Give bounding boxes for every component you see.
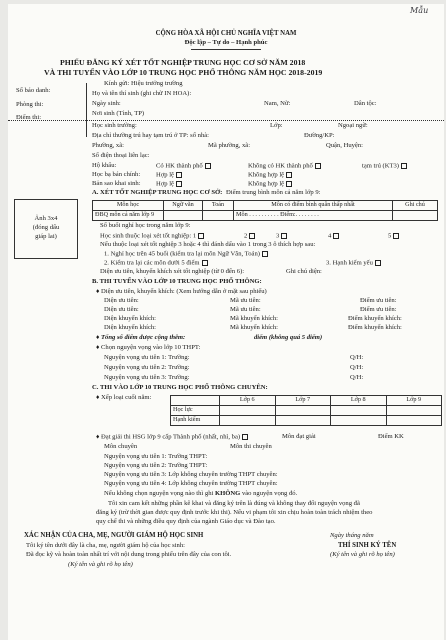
republic-heading: CỘNG HÒA XÃ HỘI CHỦ NGHĨA VIỆT NAM [155, 30, 297, 37]
checkbox[interactable] [401, 163, 407, 169]
household-option-noncity[interactable]: Không có HK thành phố [248, 163, 321, 170]
award-subject-field[interactable]: Môn đạt giải [282, 433, 316, 440]
priority-graduation-field[interactable]: Diện ưu tiên, khuyến khích xét tốt nghiệp (từ 0 đến 6): [100, 268, 245, 275]
graduation-type-2[interactable]: 2 [244, 233, 255, 240]
absent-days-field[interactable]: Số buổi nghỉ học trong năm lớp 9: [100, 222, 191, 229]
specialty-choice-4[interactable]: Nguyện vọng ưu tiên 4: Lớp không chuyên trường THPT chuyên: [104, 480, 278, 487]
checkbox[interactable] [176, 172, 182, 178]
ethnicity-field[interactable]: Dân tộc: [354, 100, 377, 107]
gender-field[interactable]: Nam, Nữ: [264, 100, 291, 107]
info-separator [8, 120, 444, 121]
photo-placeholder: Ảnh 3x4 (đóng dấu giáp lai) [14, 199, 78, 259]
checkbox[interactable] [333, 233, 339, 239]
motto-underline [191, 49, 261, 50]
checkbox[interactable] [281, 233, 287, 239]
birthplace-field[interactable]: Nơi sinh (Tỉnh, TP) [92, 110, 145, 117]
priority-code-2[interactable]: Mã ưu tiên: [230, 306, 261, 313]
motto: Độc lập – Tự do – Hạnh phúc [184, 39, 268, 46]
table-header: Ngữ văn [164, 201, 203, 211]
ward-field[interactable]: Phường, xã: [92, 142, 124, 149]
checkbox[interactable] [242, 434, 248, 440]
table-header: Môn học [93, 201, 164, 211]
priority-score-1[interactable]: Điểm ưu tiên: [360, 297, 397, 304]
table-header: Lớp 9 [386, 396, 442, 406]
incentive-code-2[interactable]: Mã khuyến khích: [230, 324, 278, 331]
transcript-valid[interactable]: Hợp lệ [156, 172, 182, 179]
math-score-cell[interactable] [203, 211, 234, 221]
address-field[interactable]: Địa chỉ thường trú hay tạm trú ở TP: số nhà: [92, 132, 210, 139]
section-a-subtitle: Điểm trung bình môn cả năm lớp 9: [226, 189, 321, 196]
table-cell[interactable] [275, 406, 331, 416]
checkbox[interactable] [249, 233, 255, 239]
bonus-total-label: ♦ Tổng số điểm được cộng thêm: [96, 334, 186, 341]
incentive-code-1[interactable]: Mã khuyến khích: [230, 315, 278, 322]
table-header: Môn có điểm bình quân thấp nhất [234, 201, 393, 211]
checkbox[interactable] [176, 181, 182, 187]
birth-cert-valid[interactable]: Hợp lệ [156, 181, 182, 188]
class-field[interactable]: Lớp: [270, 122, 283, 129]
checkbox[interactable] [286, 181, 292, 187]
form-title-line2: VÀ THI TUYỂN VÀO LỚP 10 TRUNG HỌC PHỔ THÔNG NĂM HỌC 2018-2019 [44, 68, 323, 77]
graduation-type-5[interactable]: 5 [388, 233, 399, 240]
priority-score-2[interactable]: Điểm ưu tiên: [360, 306, 397, 313]
ward-code-field[interactable]: Mã phường, xã: [208, 142, 251, 149]
table-header: Toán [203, 201, 234, 211]
priority-field-1[interactable]: Diện ưu tiên: [104, 297, 139, 304]
table-header: Ghi chú [393, 201, 438, 211]
transcript-label: Học bạ bán chính: [92, 171, 141, 178]
section-a-title: A. XÉT TỐT NGHIỆP TRUNG HỌC CƠ SỞ: [92, 189, 223, 196]
specialty-subject-field[interactable]: Môn chuyên [104, 443, 138, 450]
commitment-line-3: quy chế thi và những điều quy định của ngành Giáo dục và Đào tạo. [96, 518, 276, 525]
registration-form [8, 4, 444, 640]
table-cell: ĐBQ môn cả năm lớp 9 [93, 211, 164, 221]
phone-field[interactable]: Số điện thoại liên lạc: [92, 152, 150, 159]
reason-retest[interactable]: 2. Kiểm tra lại các môn dưới 5 điểm [104, 260, 208, 267]
specialty-exam-field[interactable]: Môn thi chuyên [230, 443, 272, 450]
no-choice-note: Nếu không chọn nguyện vọng nào thì ghi KHÔNG vào nguyện vọng đó. [104, 490, 298, 497]
incentive-field-2[interactable]: Diện khuyến khích: [104, 324, 157, 331]
choice-3-school[interactable]: Nguyện vọng ưu tiên 3: Trường: [104, 374, 190, 381]
table-header: Lớp 6 [220, 396, 276, 406]
exam-site-label: Điểm thi: [16, 114, 42, 121]
table-cell[interactable] [275, 416, 331, 426]
birthdate-field[interactable]: Ngày sinh: [92, 100, 121, 107]
form-sample-label: Mẫu [410, 6, 429, 15]
student-sign-title: THÍ SINH KÝ TÊN [338, 542, 397, 549]
incentive-score-2[interactable]: Điểm khuyến khích: [348, 324, 402, 331]
choice-2-school[interactable]: Nguyện vọng ưu tiên 2: Trường: [104, 364, 190, 371]
priority-heading: ♦ Diện ưu tiên, khuyến khích: (Xem hướng dẫn ở mặt sau phiếu) [96, 288, 267, 295]
checkbox[interactable] [315, 163, 321, 169]
table-cell[interactable] [386, 406, 442, 416]
graduation-type-label: Học sinh thuộc loại xét tốt nghiệp: 1 [100, 233, 204, 240]
household-label: Hộ khẩu: [92, 162, 117, 169]
table-cell[interactable] [220, 416, 276, 426]
year-rank-label: ♦ Xếp loại cuối năm: [96, 394, 152, 401]
table-cell [171, 396, 220, 406]
grades-table [92, 200, 438, 221]
specialty-choice-3[interactable]: Nguyện vọng ưu tiên 3: Lớp không chuyên trường THPT chuyên: [104, 471, 278, 478]
checkbox[interactable] [198, 233, 204, 239]
lowest-subject-cell[interactable]: Môn . . . . . . . . . . Điểm:. . . . . . . . [234, 211, 393, 221]
guardian-line-2: Đã đọc kỹ và hoàn toàn nhất trí với nội dung trong phiếu trên đây của con tôi. [26, 551, 232, 558]
priority-field-2[interactable]: Diện ưu tiên: [104, 306, 139, 313]
literature-score-cell[interactable] [164, 211, 203, 221]
student-signature-area[interactable] [308, 564, 438, 624]
table-header: Lớp 8 [331, 396, 387, 406]
incentive-score-1[interactable]: Điểm khuyến khích: [348, 315, 402, 322]
choice-1-district[interactable]: Q/H: [350, 354, 364, 361]
choice-3-district[interactable]: Q/H: [350, 374, 364, 381]
household-option-city[interactable]: Có HK thành phố [156, 163, 211, 170]
date-line[interactable]: Ngày tháng năm [330, 532, 374, 539]
table-row-label: Hạnh kiểm [171, 416, 220, 426]
exam-room-label: Phòng thi: [16, 101, 44, 108]
section-c-title: C. THI VÀO LỚP 10 TRUNG HỌC PHỔ THÔNG CHUYÊN: [92, 384, 268, 391]
checkbox[interactable] [202, 260, 208, 266]
table-cell[interactable] [220, 406, 276, 416]
table-cell[interactable] [331, 406, 387, 416]
reason-conduct[interactable]: 3. Hạnh kiểm yếu [326, 260, 381, 267]
addressee: Kính gửi: Hiệu trưởng trường [104, 80, 183, 87]
bonus-total-note: điểm (không quá 5 điểm) [254, 334, 323, 341]
note-cell[interactable] [393, 211, 438, 221]
ranking-table [170, 395, 442, 426]
header-divider [86, 83, 87, 137]
graduation-type-3[interactable]: 3 [276, 233, 287, 240]
table-cell[interactable] [386, 416, 442, 426]
birth-cert-label: Bản sao khai sinh: [92, 180, 141, 187]
reason-absent[interactable]: 1. Nghỉ học trên 45 buổi (kiểm tra lại môn Ngữ Văn, Toán) [104, 251, 268, 258]
form-title-line1: PHIẾU ĐĂNG KÝ XÉT TỐT NGHIỆP TRUNG HỌC CƠ SỞ NĂM 2018 [60, 58, 306, 67]
household-option-temporary[interactable]: tạm trú (KT3) [362, 163, 407, 170]
guardian-title: XÁC NHẬN CỦA CHA, MẸ, NGƯỜI GIÁM HỘ HỌC SINH [24, 532, 204, 539]
exam-number-label: Số báo danh: [16, 87, 51, 94]
district-field[interactable]: Quận, Huyện: [326, 142, 363, 149]
guardian-sign-note: (Ký tên và ghi rõ họ tên) [68, 561, 133, 568]
commitment-line-1: Tôi xin cam kết những phần kê khai và đăng ký trên là đúng và không thay đổi nguyện vọng đã [108, 500, 360, 507]
checkbox[interactable] [393, 233, 399, 239]
checkbox[interactable] [375, 260, 381, 266]
table-row-label: Học lực [171, 406, 220, 416]
guardian-line-1: Tôi ký tên dưới đây là cha, mẹ, người giám hộ của học sinh: [26, 542, 185, 549]
school-field[interactable]: Học sinh trường: [92, 122, 137, 129]
award-field[interactable]: ♦ Đạt giải thi HSG lớp 9 cấp Thành phố (nhất, nhì, ba) [96, 434, 248, 441]
street-field[interactable]: Đường/KP: [304, 132, 335, 139]
checkbox[interactable] [205, 163, 211, 169]
transcript-invalid[interactable]: Không hợp lệ [248, 172, 292, 179]
choice-1-school[interactable]: Nguyện vọng ưu tiên 1: Trường: [104, 354, 190, 361]
commitment-line-2: đăng ký (trừ thời gian được quy định trước khi thi). Nếu vi phạm tôi xin chịu hoàn toàn trách nhiệm theo [96, 509, 373, 516]
specialty-choice-2[interactable]: Nguyện vọng ưu tiên 2: Trường THPT: [104, 462, 208, 469]
incentive-field-1[interactable]: Diện khuyến khích: [104, 315, 157, 322]
specialty-choice-1[interactable]: Nguyện vọng ưu tiên 1: Trường THPT: [104, 453, 208, 460]
choice-2-district[interactable]: Q/H: [350, 364, 364, 371]
priority-note-field[interactable]: Ghi chú diện: [286, 268, 322, 275]
graduation-note: Nếu thuộc loại xét tốt nghiệp 3 hoặc 4 thì đánh dấu vào 1 trong 3 ô thích hợp sau: [100, 241, 316, 248]
choice-heading: ♦ Chọn nguyện vọng vào lớp 10 THPT: [96, 344, 201, 351]
checkbox[interactable] [286, 172, 292, 178]
checkbox[interactable] [262, 251, 268, 257]
full-name-field[interactable]: Họ và tên thí sinh (ghi chữ IN HOA): [92, 90, 192, 97]
table-cell[interactable] [331, 416, 387, 426]
graduation-type-4[interactable]: 4 [328, 233, 339, 240]
guardian-signature-area[interactable] [26, 579, 206, 629]
foreign-language-field[interactable]: Ngoại ngữ: [338, 122, 368, 129]
table-header: Lớp 7 [275, 396, 331, 406]
award-points-field[interactable]: Điểm KK [378, 433, 404, 440]
birth-cert-invalid[interactable]: Không hợp lệ [248, 181, 292, 188]
priority-code-1[interactable]: Mã ưu tiên: [230, 297, 261, 304]
student-sign-note: (Ký tên và ghi rõ họ tên) [330, 551, 395, 558]
section-b-title: B. THI TUYỂN VÀO LỚP 10 TRUNG HỌC PHỔ THÔNG: [92, 278, 262, 285]
